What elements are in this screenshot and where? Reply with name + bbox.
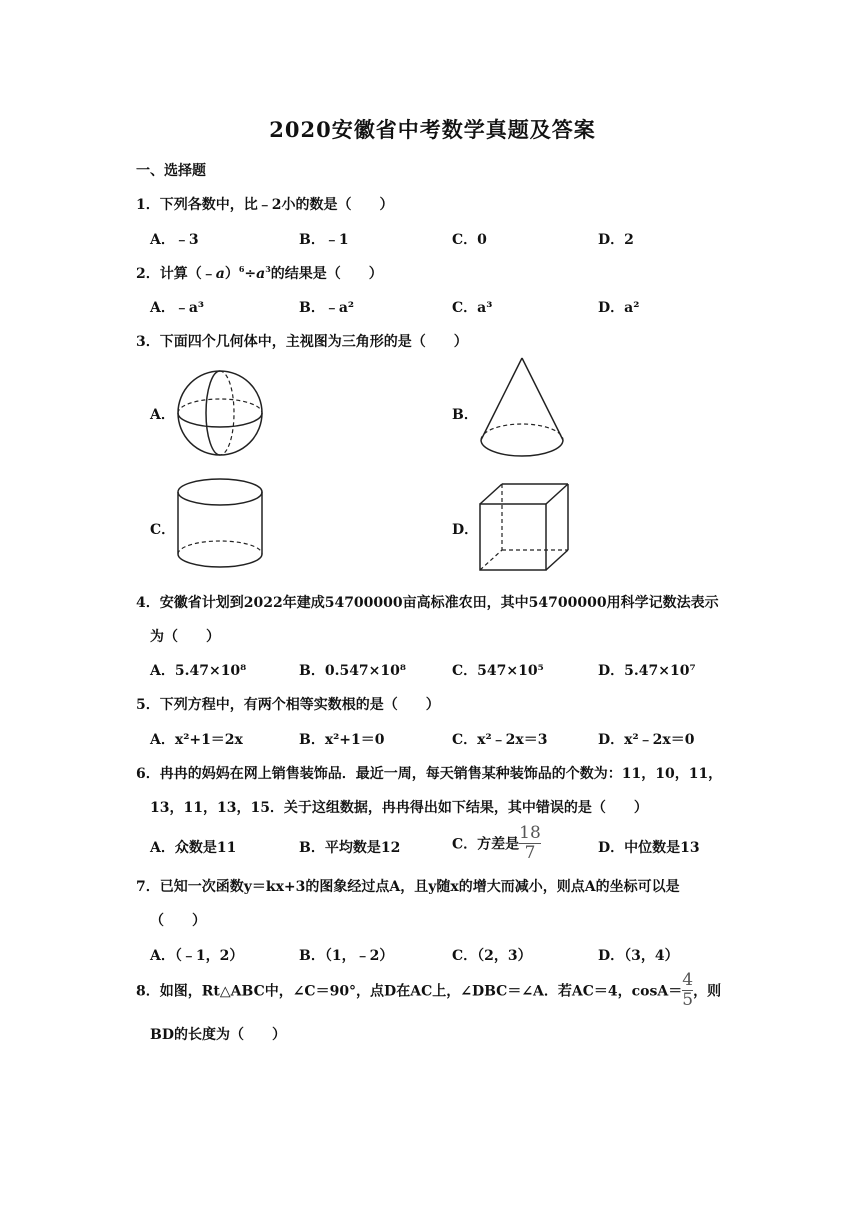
- q3-label-b: B．: [452, 407, 478, 423]
- q6-option-a: A．众数是11: [150, 840, 237, 856]
- sphere-icon: [174, 367, 266, 459]
- q3-label-c: C．: [150, 522, 176, 538]
- question-5: 5．下列方程中，有两个相等实数根的是（ ）: [136, 697, 440, 713]
- q1-option-a: A．﹣3: [150, 232, 199, 248]
- q5-option-d: D．x²﹣2x＝0: [598, 732, 695, 748]
- q6-option-d: D．中位数是13: [598, 840, 700, 856]
- question-6-line-1: 6．冉冉的妈妈在网上销售装饰品．最近一周，每天销售某种装饰品的个数为：11，10，11，: [136, 766, 723, 782]
- q6-option-c: C．方差是 $\frac{18}{7}$: [452, 823, 541, 863]
- section-heading: 一、选择题: [136, 163, 206, 179]
- question-3: 3．下面四个几何体中，主视图为三角形的是（ ）: [136, 334, 468, 350]
- question-8-line-2: BD的长度为（ ）: [150, 1027, 286, 1043]
- q4-option-a: A．5.47×10⁸: [150, 663, 247, 679]
- q5-option-b: B．x²+1＝0: [299, 732, 385, 748]
- q2-option-b: B．﹣a²: [299, 300, 355, 316]
- q6-option-b: B．平均数是12: [299, 840, 401, 856]
- question-7-line-2: （ ）: [150, 913, 206, 929]
- q3-label-d: D．: [452, 522, 479, 538]
- question-8-line-1: 8．如图，Rt△ABC中，∠C＝90°，点D在AC上，∠DBC＝∠A．若AC＝4，cosA＝ $\frac{4}{5}$ ，则: [136, 970, 722, 1010]
- question-1: 1．下列各数中，比﹣2小的数是（ ）: [136, 197, 394, 213]
- q4-option-d: D．5.47×10⁷: [598, 663, 696, 679]
- question-2: 2．计算$(﹣a)^6\div a^3$的结果是（ ）: [136, 264, 383, 282]
- q3-label-a: A．: [150, 407, 175, 423]
- q2-option-d: D．a²: [598, 300, 640, 316]
- page-title: 2020安徽省中考数学真题及答案: [269, 117, 596, 142]
- q1-option-d: D．2: [598, 232, 634, 248]
- cube-icon: [476, 480, 572, 572]
- q7-option-a: A．（﹣1，2）: [150, 948, 244, 964]
- question-6-line-2: 13，11，13，15．关于这组数据，冉冉得出如下结果，其中错误的是（ ）: [150, 800, 648, 816]
- cylinder-icon: [174, 474, 266, 574]
- q4-option-b: B．0.547×10⁸: [299, 663, 407, 679]
- question-4-line-2: 为（ ）: [150, 629, 220, 645]
- cos-fraction: $\frac{4}{5}$: [682, 970, 694, 1010]
- q1-option-b: B．﹣1: [299, 232, 349, 248]
- q7-option-c: C．（2，3）: [452, 948, 532, 964]
- variance-fraction: $\frac{18}{7}$: [519, 823, 541, 863]
- question-7-line-1: 7．已知一次函数y＝kx+3的图象经过点A，且y随x的增大而减小，则点A的坐标可以是: [136, 879, 680, 895]
- cone-icon: [476, 354, 568, 466]
- q4-option-c: C．547×10⁵: [452, 663, 544, 679]
- q2-option-a: A．﹣a³: [150, 300, 205, 316]
- question-4-line-1: 4．安徽省计划到2022年建成54700000亩高标准农田，其中54700000用科学记数法表示: [136, 595, 719, 611]
- q7-option-d: D．（3，4）: [598, 948, 679, 964]
- q5-option-a: A．x²+1＝2x: [150, 732, 243, 748]
- q2-option-c: C．a³: [452, 300, 493, 316]
- q1-option-c: C．0: [452, 232, 487, 248]
- q7-option-b: B．（1，﹣2）: [299, 948, 394, 964]
- q5-option-c: C．x²﹣2x＝3: [452, 732, 548, 748]
